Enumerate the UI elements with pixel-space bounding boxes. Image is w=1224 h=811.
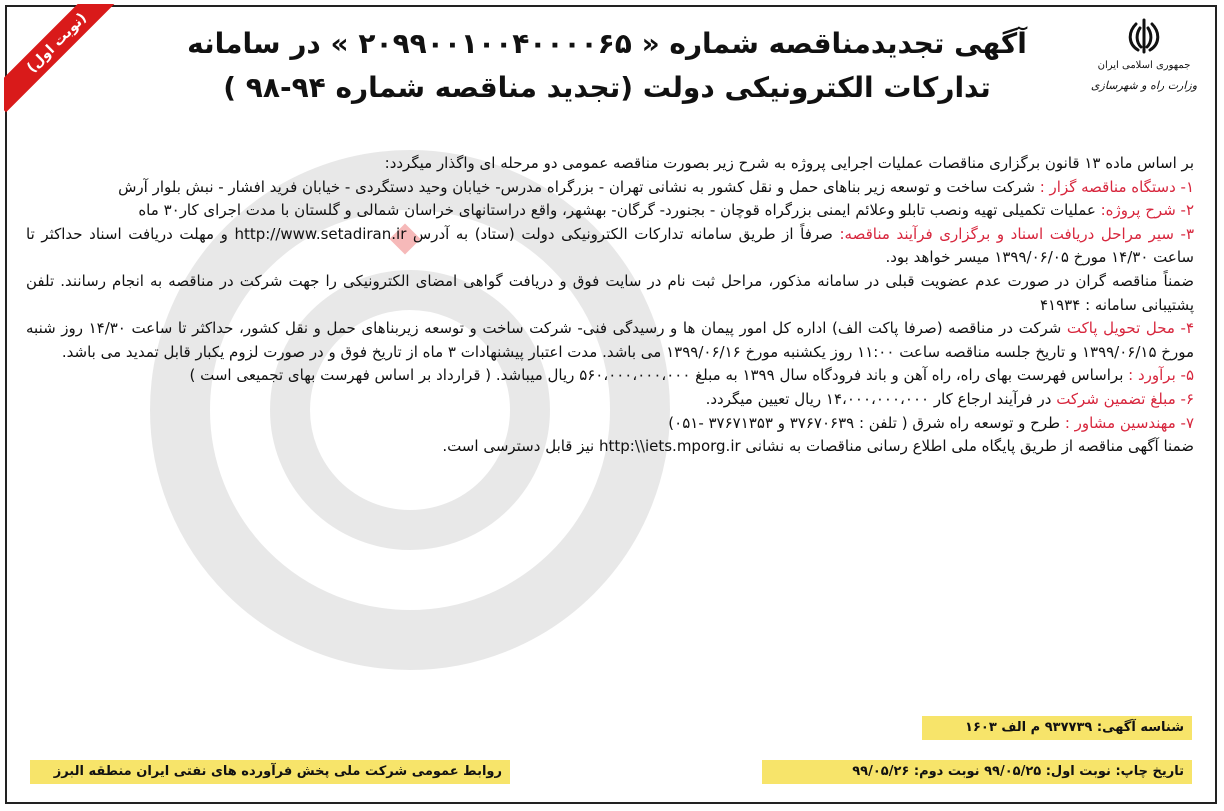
footer-text: ضمنا آگهی مناقصه از طریق پایگاه ملی اطلاع رسانی مناقصات به نشانی (740, 437, 1194, 456)
item-7-text: طرح و توسعه راه شرق ( تلفن : ۳۷۶۷۰۶۳۹ و ۳۷۶۷۱۳۵۳ -۰۵۱) (668, 413, 1065, 432)
item-6-text: در فرآیند ارجاع کار ۱۴،۰۰۰،۰۰۰،۰۰۰ ریال تعیین میگردد. (705, 389, 1057, 408)
title-line-1: آگهی تجدیدمناقصه شماره « ۲۰۹۹۰۰۱۰۰۴۰۰۰۰۶۵ » در سامانه (187, 27, 1027, 60)
iets-link[interactable]: http:\\iets.mporg.ir (599, 437, 741, 456)
item-2-label: ۲- شرح پروژه: (1100, 201, 1194, 220)
item-5-text: براساس فهرست بهای راه، راه آهن و باند فرودگاه سال ۱۳۹۹ به مبلغ ۵۶۰،۰۰۰،۰۰۰،۰۰۰ ریال میباشد. ( قرارداد بر اساس فهرست بهای تجمیعی است ) (189, 366, 1129, 385)
item-4 (26, 317, 1194, 364)
item-2-text: عملیات تکمیلی تهیه ونصب تابلو وعلائم ایمنی بزرگراه قوچان - بجنورد- گرگان- بهشهر، واقع دراستانهای خراسان شمالی و گلستان با مدت اجرای کار۳۰ ماه (138, 201, 1101, 220)
item-1 (26, 176, 1194, 200)
item-3 (26, 223, 1194, 270)
ministry-logo (1084, 16, 1204, 92)
ribbon-label: (نوبت اول) (4, 4, 124, 112)
item-6-label: ۶- مبلغ تضمین شرکت (1056, 389, 1194, 408)
logo-ministry: وزارت راه و شهرسازی (1090, 79, 1198, 92)
public-relations-bar: روابط عمومی شرکت ملی پخش فرآورده های نفتی ایران منطقه البرز (30, 760, 510, 784)
ad-id-bar: شناسه آگهی: ۹۳۷۷۳۹ م الف ۱۶۰۳ (922, 716, 1192, 740)
print-dates-bar: تاریخ چاپ: نوبت اول: ۹۹/۰۵/۲۵ نوبت دوم: ۹۹/۰۵/۲۶ (762, 760, 1192, 784)
tender-body (26, 152, 1194, 459)
item-7 (26, 412, 1194, 436)
item-3-text-2: و مهلت دریافت اسناد حداکثر تا ساعت ۱۴/۳۰ مورخ ۱۳۹۹/۰۶/۰۵ میسر خواهد بود. (26, 224, 1194, 267)
item-4-label: ۴- محل تحویل پاکت (1066, 319, 1194, 338)
intro-paragraph: بر اساس ماده ۱۳ قانون برگزاری مناقصات عملیات اجرایی پروژه به شرح زیر بصورت مناقصه عمومی دو مرحله ای واگذار میگردد: (384, 154, 1194, 172)
item-1-text: شرکت ساخت و توسعه زیر بناهای حمل و نقل کشور به نشانی تهران - بزرگراه مدرس- خیابان وحید دستگردی - خیابان فرید افشار - نبش بلوار آرش (118, 177, 1040, 196)
item-7-label: ۷- مهندسین مشاور : (1064, 413, 1194, 432)
item-4-text: شرکت در مناقصه (صرفا پاکت الف) اداره کل امور پیمان ها و رسیدگی فنی- شرکت ساخت و توسعه زیربناهای حمل و نقل کشور، حداکثر تا ساعت ۱۴/۳۰ روز شنبه مورخ ۱۳۹۹/۰۶/۱۵ و تاریخ جلسه مناقصه ساعت ۱۱:۰۰ روز یکشنبه مورخ ۱۳۹۹/۰۶/۱۶ می باشد. مدت اعتبار پیشنهادات ۳ ماه از تاریخ فوق و در صورت لزوم یکبار قابل تمدید می باشد. (26, 319, 1194, 361)
item-3-text: صرفاً از طریق سامانه تدارکات الکترونیکی دولت (ستاد) به آدرس (406, 224, 840, 243)
item-2 (26, 199, 1194, 223)
page-title (140, 22, 1074, 110)
publication-round-ribbon (4, 4, 124, 124)
footer-text-2: نیز قابل دسترسی است. (442, 437, 599, 456)
setadiran-link[interactable]: http://www.setadiran.ir (234, 224, 407, 243)
iran-emblem-icon (1124, 16, 1164, 56)
item-5 (26, 364, 1194, 388)
item-1-label: ۱- دستگاه مناقصه گزار : (1039, 177, 1194, 196)
item-6 (26, 388, 1194, 412)
item-3-label: ۳- سیر مراحل دریافت اسناد و برگزاری فرآیند مناقصه: (839, 224, 1194, 243)
title-line-2: تدارکات الکترونیکی دولت (تجدید مناقصه شماره ۹۴-۹۸ ) (223, 71, 991, 104)
registration-note: ضمناً مناقصه گران در صورت عدم عضویت قبلی در سامانه مذکور، مراحل ثبت نام در سایت فوق و دریافت گواهی امضای الکترونیکی را جهت شرکت در مناقصه به انجام رسانند. تلفن پشتیبانی سامانه : ۴۱۹۳۴ (26, 271, 1194, 314)
item-5-label: ۵- برآورد : (1128, 366, 1194, 385)
footer-paragraph (26, 435, 1194, 459)
logo-country: جمهوری اسلامی ایران (1097, 60, 1191, 71)
